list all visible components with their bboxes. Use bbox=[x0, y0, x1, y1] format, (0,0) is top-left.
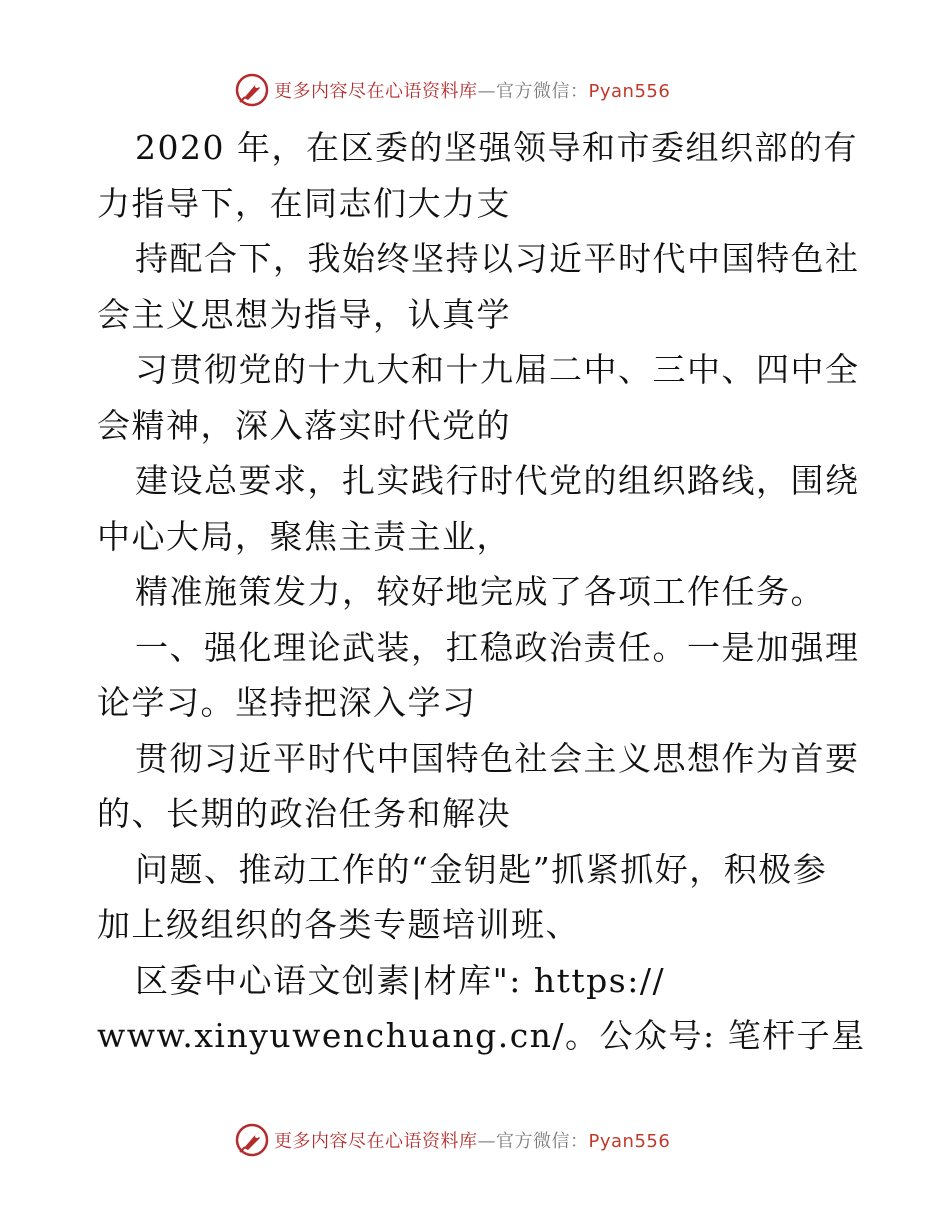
body-line: 的、长期的政治任务和解决 bbox=[97, 794, 511, 833]
body-line: 问题、推动工作的“金钥匙”抓紧抓好，积极参 bbox=[135, 849, 828, 889]
document-body bbox=[97, 120, 866, 1064]
watermark-dash: — bbox=[477, 1131, 496, 1152]
watermark-title: 更多内容尽在心语资料库 bbox=[274, 1131, 478, 1152]
body-line: 一、强化理论武装，扛稳政治责任。一是加强理 bbox=[135, 627, 860, 667]
body-line: 持配合下，我始终坚持以习近平时代中国特色社 bbox=[135, 239, 860, 278]
watermark-text bbox=[274, 1127, 670, 1153]
body-line: 会精神，深入落实时代党的 bbox=[97, 405, 511, 445]
body-line: 区委中心语文创素|材库": https:// bbox=[135, 960, 666, 1000]
body-line: 会主义思想为指导，认真学 bbox=[97, 294, 511, 334]
watermark-dash: — bbox=[477, 81, 496, 102]
body-line: 习贯彻党的十九大和十九届二中、三中、四中全 bbox=[135, 350, 860, 389]
body-line: 精准施策发力，较好地完成了各项工作任务。 bbox=[135, 572, 825, 611]
watermark-title: 更多内容尽在心语资料库 bbox=[274, 81, 478, 102]
watermark-account: Pyan556 bbox=[588, 81, 671, 102]
body-line: 建设总要求，扎实践行时代党的组织路线，围绕 bbox=[135, 461, 860, 500]
body-line: 论学习。坚持把深入学习 bbox=[97, 683, 477, 722]
body-line: 中心大局，聚焦主责主业， bbox=[97, 516, 511, 556]
body-line: 加上级组织的各类专题培训班、 bbox=[97, 905, 580, 944]
pen-nib-logo-icon bbox=[234, 72, 270, 108]
watermark-wechat-label: 官方微信： bbox=[496, 1131, 589, 1152]
body-line: 贯彻习近平时代中国特色社会主义思想作为首要 bbox=[135, 738, 860, 778]
header-watermark bbox=[234, 72, 670, 108]
body-line: 2020 年，在区委的坚强领导和市委组织部的有 bbox=[135, 128, 858, 167]
body-line: www.xinyuwenchuang.cn/。公众号: 笔杆子星 bbox=[97, 1016, 866, 1055]
footer-watermark bbox=[234, 1122, 670, 1158]
pen-nib-logo-icon bbox=[234, 1122, 270, 1158]
watermark-account: Pyan556 bbox=[588, 1131, 671, 1152]
watermark-text bbox=[274, 77, 670, 103]
body-line: 力指导下，在同志们大力支 bbox=[97, 183, 511, 223]
watermark-wechat-label: 官方微信： bbox=[496, 81, 589, 102]
